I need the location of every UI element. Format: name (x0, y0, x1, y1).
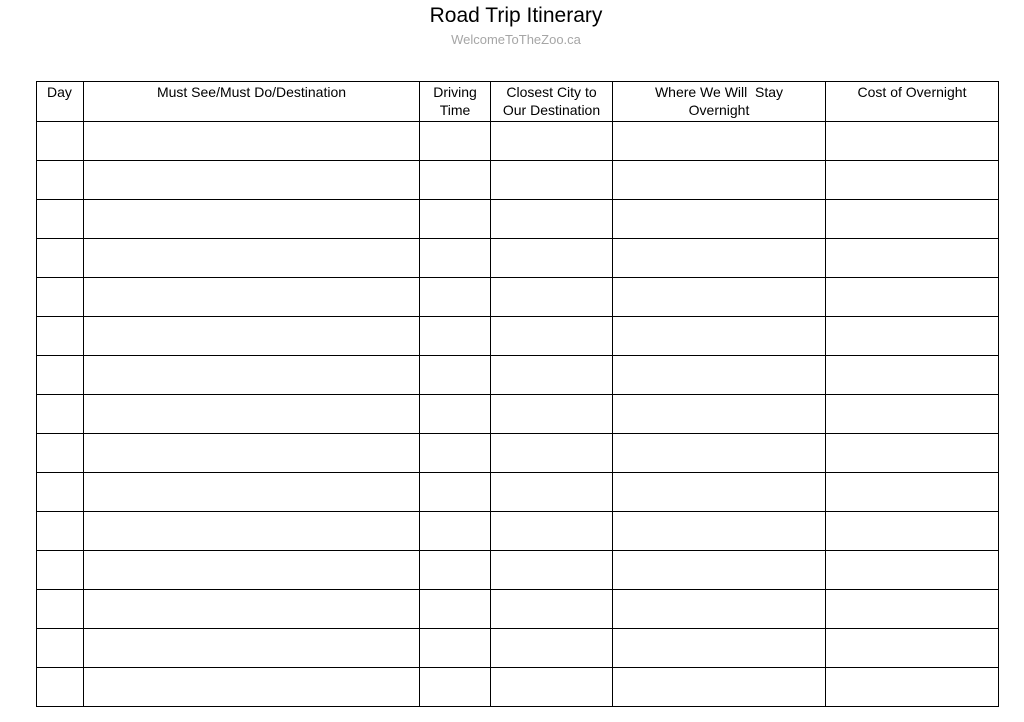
destination-cell[interactable] (84, 551, 420, 590)
closest-city-cell[interactable] (491, 239, 613, 278)
overnight-cost-cell[interactable] (826, 512, 999, 551)
closest-city-cell[interactable] (491, 161, 613, 200)
header-overnight-cost (826, 82, 999, 122)
overnight-stay-cell[interactable] (613, 512, 826, 551)
driving-time-cell[interactable] (420, 668, 491, 707)
day-cell[interactable] (37, 317, 84, 356)
overnight-cost-cell[interactable] (826, 395, 999, 434)
header-day-label: Day (47, 84, 72, 100)
destination-cell[interactable] (84, 512, 420, 551)
table-row (37, 278, 999, 317)
driving-time-cell[interactable] (420, 629, 491, 668)
driving-time-cell[interactable] (420, 122, 491, 161)
overnight-cost-cell[interactable] (826, 629, 999, 668)
header-overnight-cost-label: Cost of Overnight (857, 84, 967, 100)
driving-time-cell[interactable] (420, 356, 491, 395)
closest-city-cell[interactable] (491, 512, 613, 551)
destination-cell[interactable] (84, 200, 420, 239)
source-watermark: WelcomeToTheZoo.ca (451, 32, 581, 47)
destination-cell[interactable] (84, 278, 420, 317)
closest-city-cell[interactable] (491, 551, 613, 590)
destination-cell[interactable] (84, 590, 420, 629)
driving-time-cell[interactable] (420, 239, 491, 278)
closest-city-cell[interactable] (491, 317, 613, 356)
overnight-cost-cell[interactable] (826, 590, 999, 629)
overnight-cost-cell[interactable] (826, 239, 999, 278)
overnight-stay-cell[interactable] (613, 551, 826, 590)
destination-cell[interactable] (84, 317, 420, 356)
table-row (37, 356, 999, 395)
overnight-stay-cell[interactable] (613, 473, 826, 512)
itinerary-table (36, 81, 999, 707)
header-driving-time-line1: Driving (433, 84, 477, 100)
table-row (37, 434, 999, 473)
overnight-stay-cell[interactable] (613, 317, 826, 356)
day-cell[interactable] (37, 629, 84, 668)
header-destination-label: Must See/Must Do/Destination (156, 84, 347, 100)
table-row (37, 473, 999, 512)
destination-cell[interactable] (84, 395, 420, 434)
header-overnight-stay (613, 82, 826, 122)
header-row (37, 82, 999, 122)
overnight-stay-cell[interactable] (613, 161, 826, 200)
overnight-cost-cell[interactable] (826, 278, 999, 317)
destination-cell[interactable] (84, 356, 420, 395)
day-cell[interactable] (37, 395, 84, 434)
header-overnight-stay-line1: Where We Will Stay (654, 84, 784, 100)
overnight-stay-cell[interactable] (613, 668, 826, 707)
closest-city-cell[interactable] (491, 590, 613, 629)
day-cell[interactable] (37, 668, 84, 707)
overnight-cost-cell[interactable] (826, 200, 999, 239)
overnight-cost-cell[interactable] (826, 161, 999, 200)
overnight-stay-cell[interactable] (613, 278, 826, 317)
closest-city-cell[interactable] (491, 356, 613, 395)
table-row (37, 395, 999, 434)
destination-cell[interactable] (84, 122, 420, 161)
overnight-stay-cell[interactable] (613, 239, 826, 278)
table-row (37, 122, 999, 161)
overnight-cost-cell[interactable] (826, 668, 999, 707)
driving-time-cell[interactable] (420, 590, 491, 629)
overnight-cost-cell[interactable] (826, 356, 999, 395)
table-body (37, 122, 999, 707)
day-cell[interactable] (37, 473, 84, 512)
overnight-stay-cell[interactable] (613, 122, 826, 161)
header-day (37, 82, 84, 122)
overnight-stay-cell[interactable] (613, 356, 826, 395)
table-row (37, 317, 999, 356)
closest-city-cell[interactable] (491, 395, 613, 434)
day-cell[interactable] (37, 434, 84, 473)
driving-time-cell[interactable] (420, 473, 491, 512)
header-destination (84, 82, 420, 122)
day-cell[interactable] (37, 356, 84, 395)
closest-city-cell[interactable] (491, 122, 613, 161)
overnight-cost-cell[interactable] (826, 473, 999, 512)
driving-time-cell[interactable] (420, 512, 491, 551)
closest-city-cell[interactable] (491, 278, 613, 317)
header-closest-city (491, 82, 613, 122)
destination-cell[interactable] (84, 473, 420, 512)
destination-cell[interactable] (84, 239, 420, 278)
overnight-cost-cell[interactable] (826, 317, 999, 356)
closest-city-cell[interactable] (491, 473, 613, 512)
table-row (37, 590, 999, 629)
driving-time-cell[interactable] (420, 434, 491, 473)
day-cell[interactable] (37, 239, 84, 278)
day-cell[interactable] (37, 161, 84, 200)
day-cell[interactable] (37, 122, 84, 161)
header-overnight-stay-line2: Overnight (688, 102, 750, 118)
closest-city-cell[interactable] (491, 200, 613, 239)
overnight-cost-cell[interactable] (826, 434, 999, 473)
day-cell[interactable] (37, 200, 84, 239)
closest-city-cell[interactable] (491, 668, 613, 707)
driving-time-cell[interactable] (420, 317, 491, 356)
table-row (37, 200, 999, 239)
driving-time-cell[interactable] (420, 278, 491, 317)
day-cell[interactable] (37, 590, 84, 629)
driving-time-cell[interactable] (420, 551, 491, 590)
destination-cell[interactable] (84, 629, 420, 668)
table-row (37, 239, 999, 278)
overnight-cost-cell[interactable] (826, 122, 999, 161)
closest-city-cell[interactable] (491, 434, 613, 473)
day-cell[interactable] (37, 551, 84, 590)
header-driving-time-line2: Time (439, 102, 471, 118)
table-row (37, 668, 999, 707)
driving-time-cell[interactable] (420, 161, 491, 200)
header-closest-city-line2: Our Destination (502, 102, 601, 118)
header-closest-city-line1: Closest City to (506, 84, 597, 100)
header-driving-time (420, 82, 491, 122)
overnight-stay-cell[interactable] (613, 590, 826, 629)
overnight-stay-cell[interactable] (613, 629, 826, 668)
driving-time-cell[interactable] (420, 395, 491, 434)
table-row (37, 551, 999, 590)
overnight-stay-cell[interactable] (613, 395, 826, 434)
closest-city-cell[interactable] (491, 629, 613, 668)
overnight-stay-cell[interactable] (613, 200, 826, 239)
table-row (37, 161, 999, 200)
table-row (37, 629, 999, 668)
destination-cell[interactable] (84, 668, 420, 707)
day-cell[interactable] (37, 278, 84, 317)
table-row (37, 512, 999, 551)
day-cell[interactable] (37, 512, 84, 551)
overnight-cost-cell[interactable] (826, 551, 999, 590)
destination-cell[interactable] (84, 161, 420, 200)
overnight-stay-cell[interactable] (613, 434, 826, 473)
driving-time-cell[interactable] (420, 200, 491, 239)
page-title: Road Trip Itinerary (429, 4, 603, 27)
destination-cell[interactable] (84, 434, 420, 473)
